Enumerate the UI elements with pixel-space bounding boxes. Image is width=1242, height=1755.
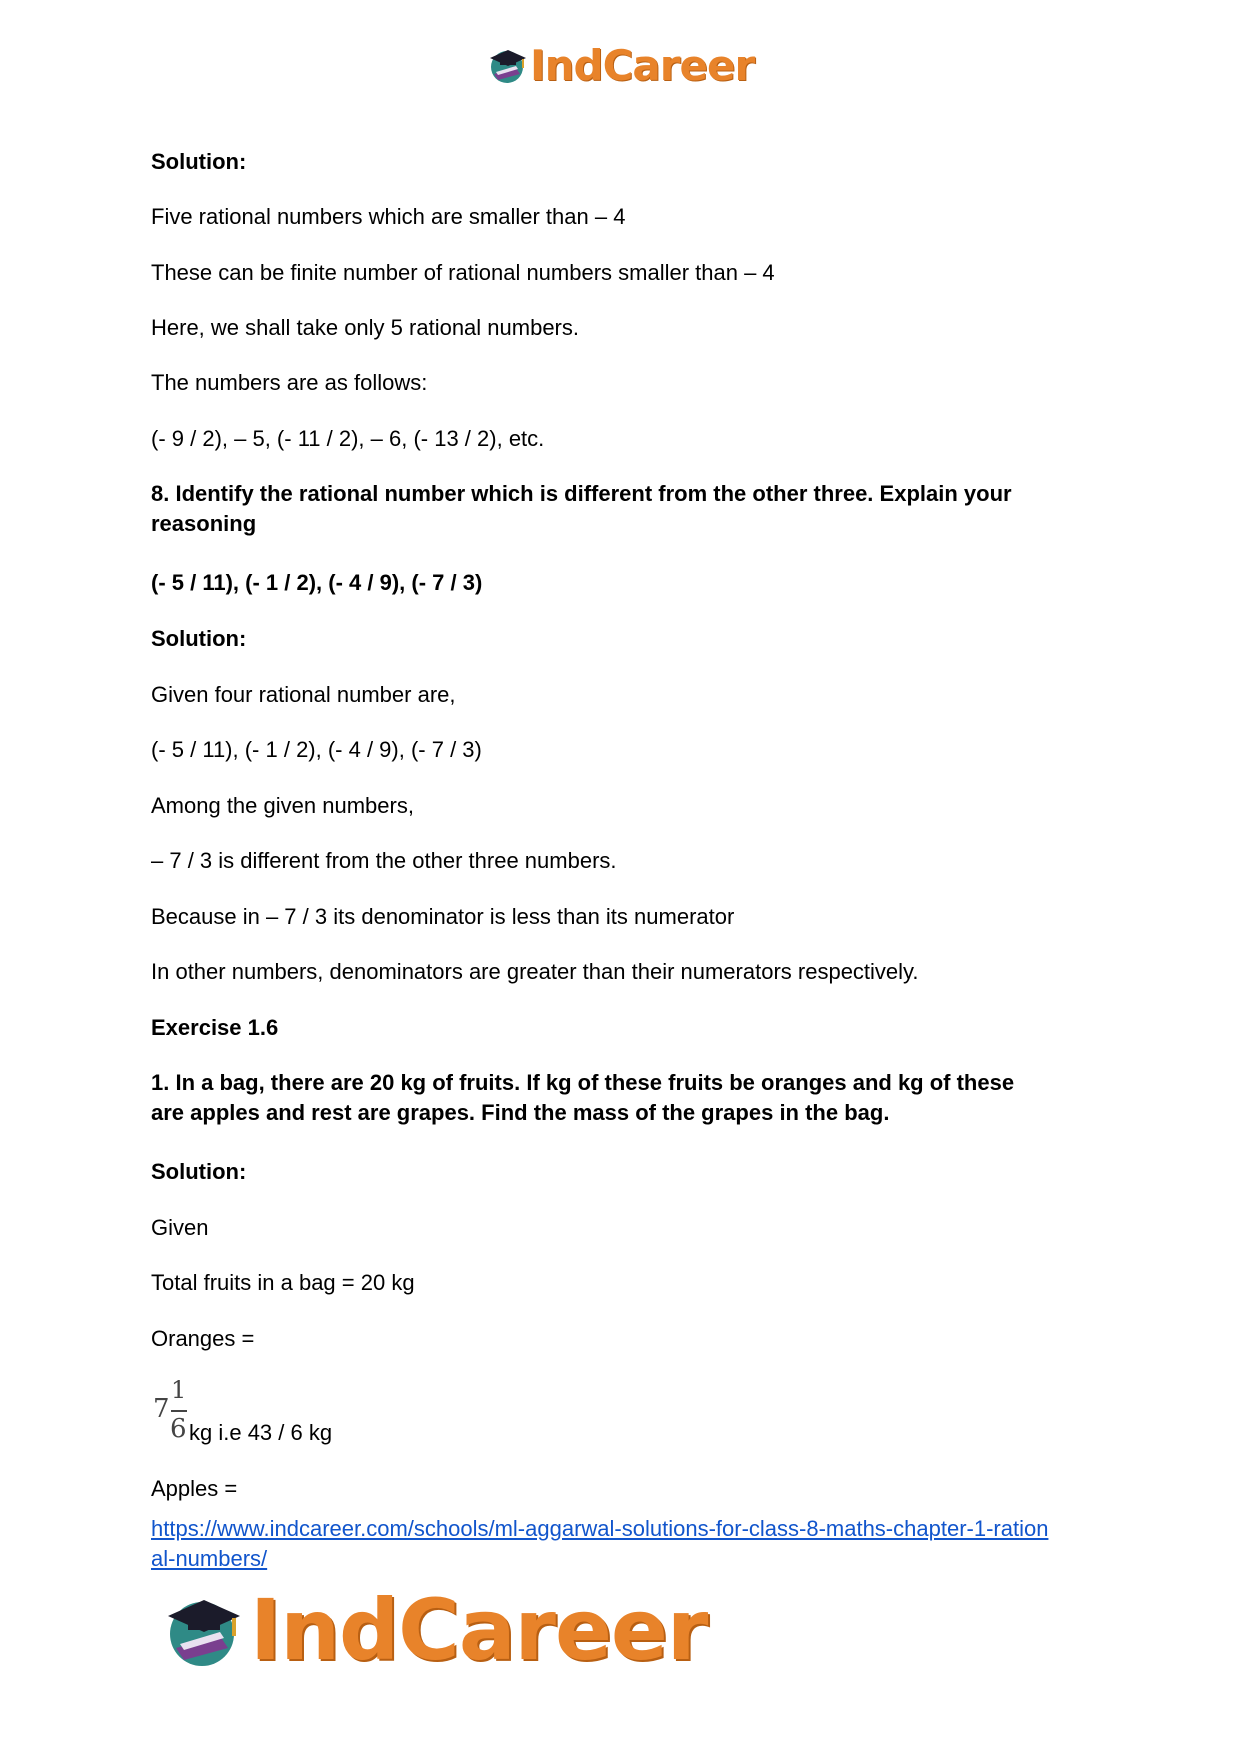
- text-line: The numbers are as follows:: [151, 370, 428, 395]
- text-line: Among the given numbers,: [151, 793, 414, 818]
- text-line: (- 9 / 2), – 5, (- 11 / 2), – 6, (- 13 / 2), etc.: [151, 426, 545, 451]
- source-link[interactable]: [151, 1514, 1048, 1574]
- source-link-line2: al-numbers/: [151, 1546, 268, 1571]
- text-line: Because in – 7 / 3 its denominator is less than its numerator: [151, 904, 735, 929]
- mixed-number: [151, 1376, 551, 1448]
- question-8-numbers: (- 5 / 11), (- 1 / 2), (- 4 / 9), (- 7 / 3): [151, 570, 483, 595]
- text-line: Given: [151, 1215, 209, 1240]
- question-8: 8. Identify the rational number which is different from the other three. Explain your: [151, 481, 1012, 506]
- footer-logo-text: IndCareer: [250, 1581, 708, 1679]
- graduation-book-icon: [160, 1588, 244, 1672]
- text-line: (- 5 / 11), (- 1 / 2), (- 4 / 9), (- 7 / 3): [151, 737, 482, 762]
- question-8-cont: reasoning: [151, 511, 257, 536]
- source-link-line1: https://www.indcareer.com/schools/ml-aggarwal-solutions-for-class-8-maths-chapter-1-ration: [151, 1516, 1049, 1541]
- text-line: Total fruits in a bag = 20 kg: [151, 1270, 415, 1295]
- footer-logo: [160, 1582, 707, 1678]
- exercise-heading: Exercise 1.6: [151, 1015, 279, 1040]
- text-line: Given four rational number are,: [151, 682, 456, 707]
- header-logo: [486, 40, 754, 90]
- text-line: Oranges =: [151, 1326, 255, 1351]
- text-line: These can be finite number of rational numbers smaller than – 4: [151, 260, 775, 285]
- header-logo-text: IndCareer: [530, 40, 755, 90]
- question-1: 1. In a bag, there are 20 kg of fruits. If kg of these fruits be oranges and kg of these: [151, 1070, 1015, 1095]
- graduation-book-icon: [486, 44, 528, 86]
- apples-line: Apples =: [151, 1476, 238, 1501]
- mixed-denominator: 6: [170, 1414, 187, 1444]
- fraction-bar: [171, 1410, 187, 1412]
- text-line: In other numbers, denominators are greater than their numerators respectively.: [151, 959, 919, 984]
- solution-heading: Solution:: [151, 626, 247, 651]
- question-1-cont: are apples and rest are grapes. Find the mass of the grapes in the bag.: [151, 1100, 890, 1125]
- solution-heading: Solution:: [151, 149, 247, 174]
- text-line: Here, we shall take only 5 rational numbers.: [151, 315, 579, 340]
- mixed-numerator: 1: [171, 1376, 187, 1404]
- text-line: – 7 / 3 is different from the other three numbers.: [151, 848, 617, 873]
- mixed-whole: 7: [153, 1394, 170, 1424]
- text-line: Five rational numbers which are smaller than – 4: [151, 204, 626, 229]
- mixed-after-text: kg i.e 43 / 6 kg: [189, 1420, 333, 1445]
- solution-heading: Solution:: [151, 1159, 247, 1184]
